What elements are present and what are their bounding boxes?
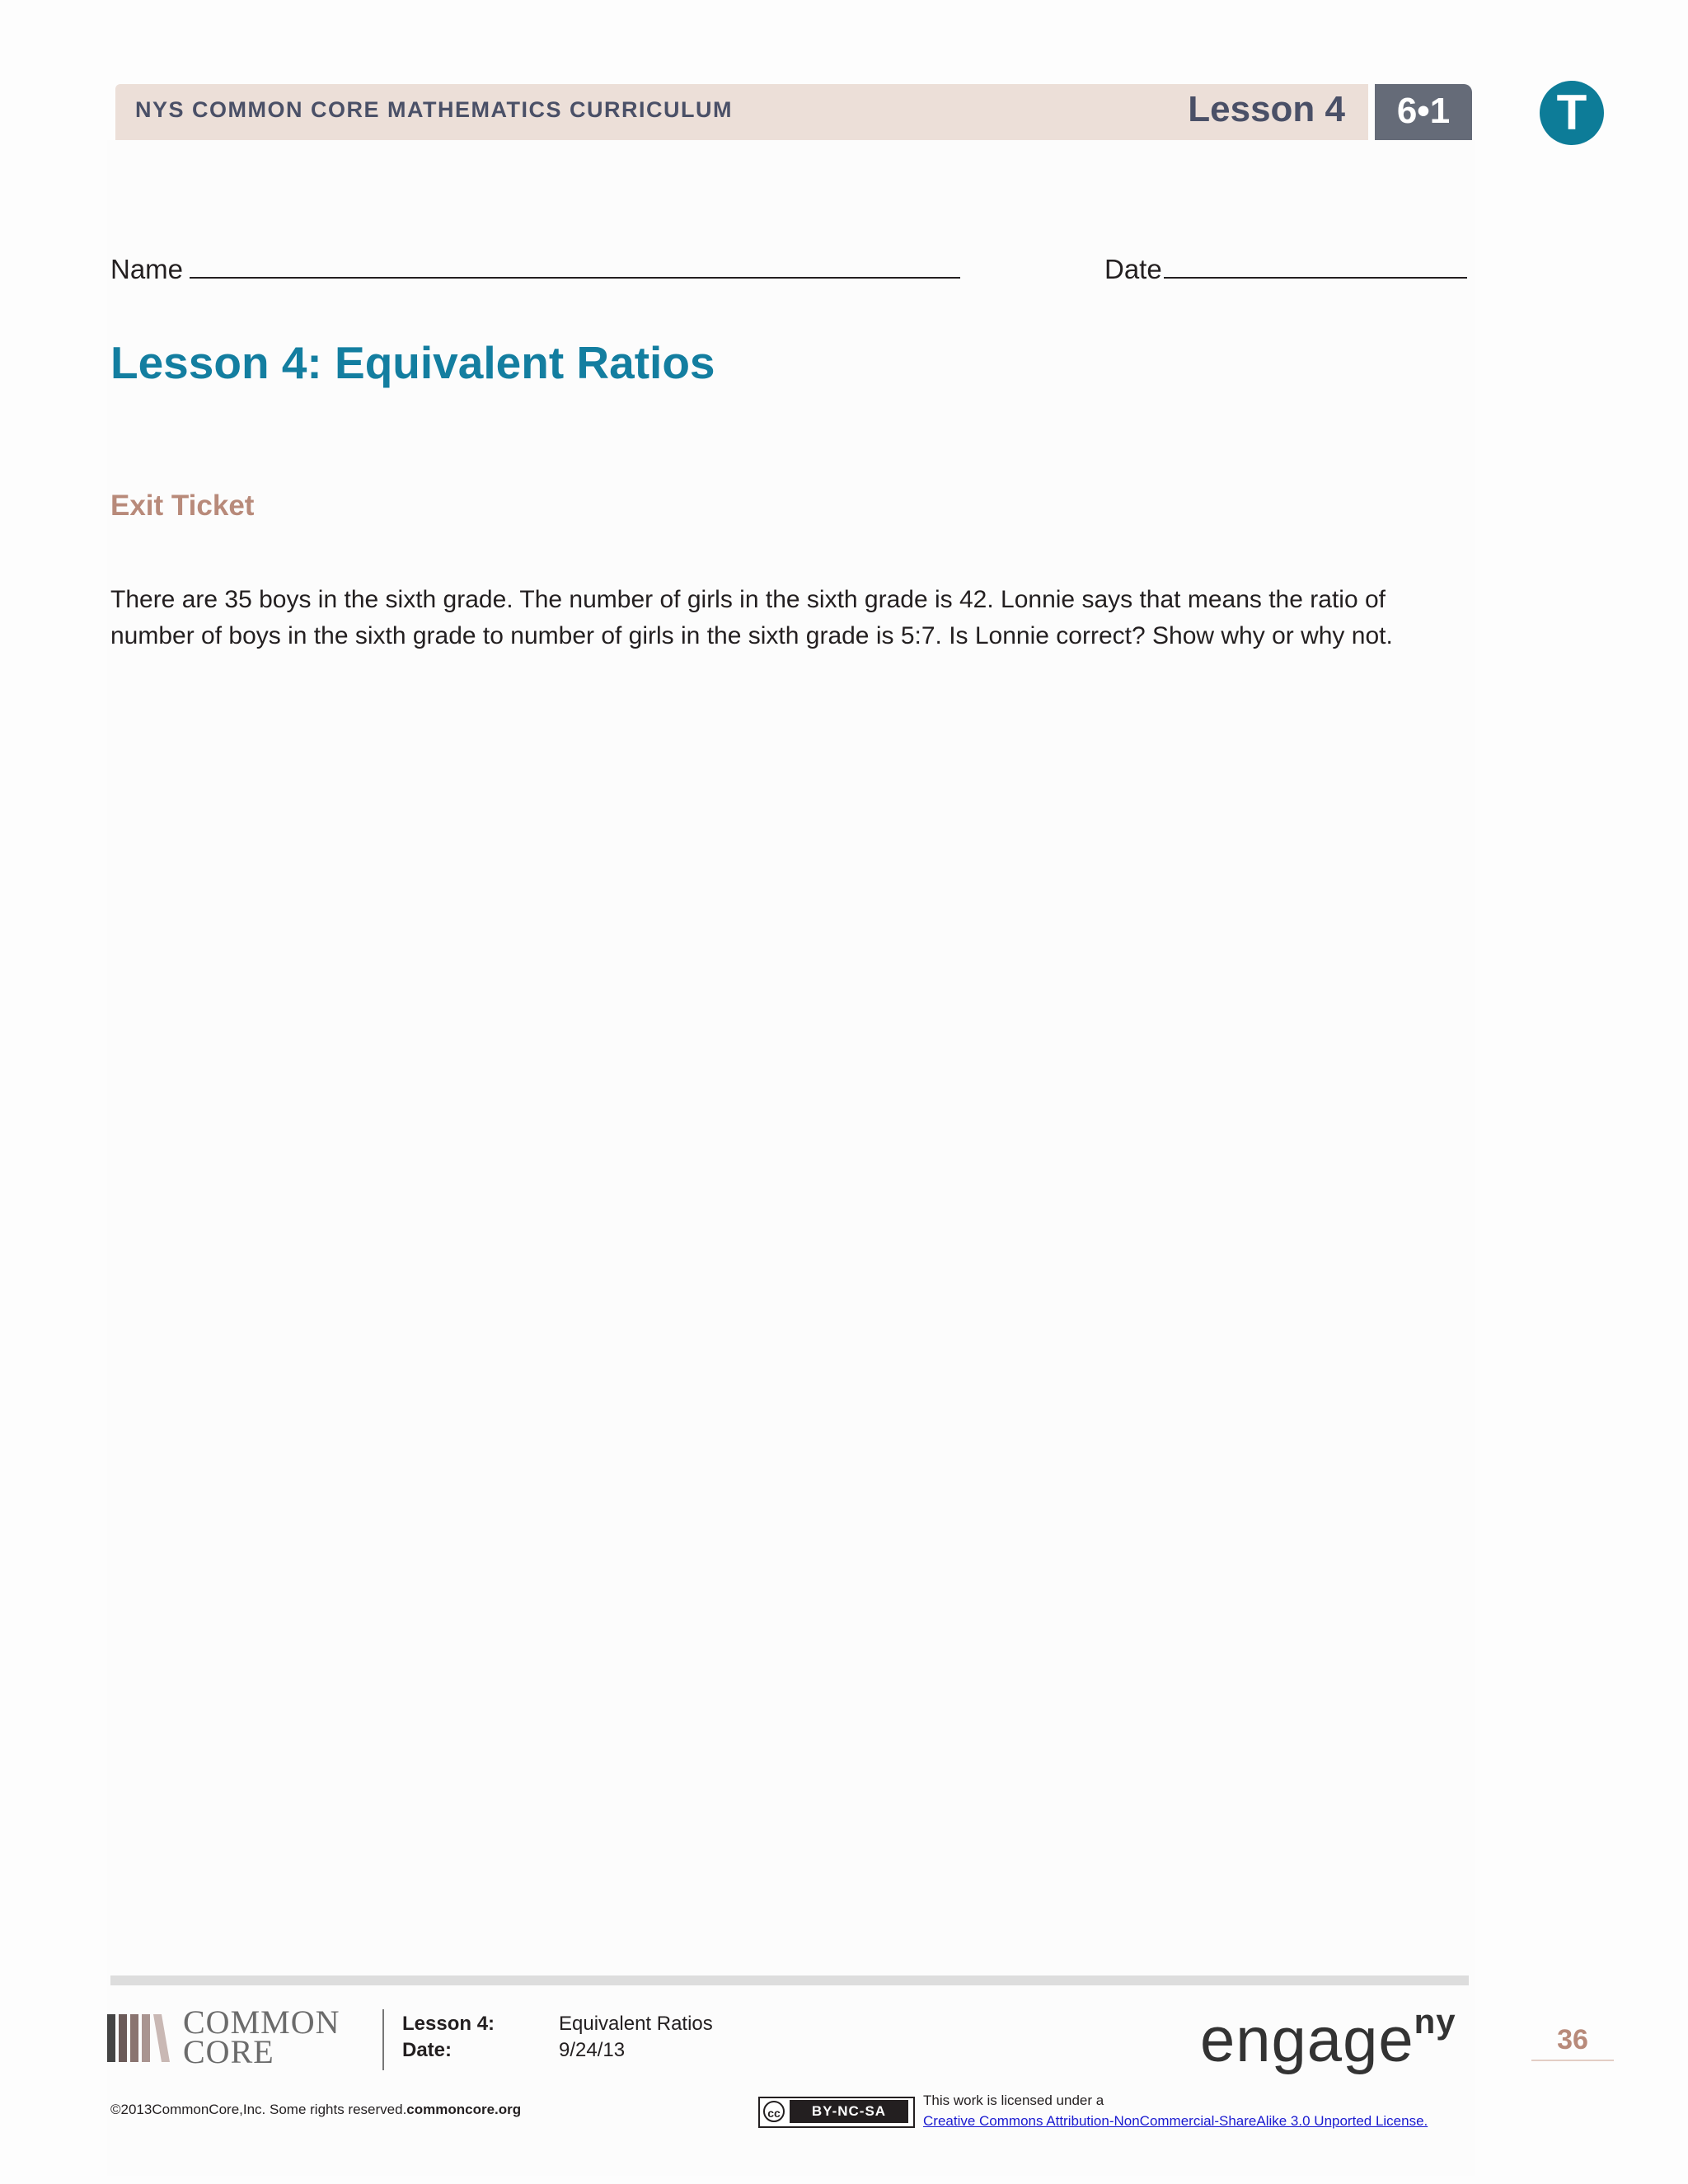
license-line: This work is licensed under a: [923, 2093, 1104, 2108]
problem-line: number of boys in the sixth grade to number of girls in the sixth grade is 5:7. Is Lonnie correct? Show why or why not.: [110, 622, 1393, 649]
cc-badge-label: BY-NC-SA: [790, 2100, 908, 2123]
copyright-prefix: ©2013CommonCore,Inc. Some rights reserved.: [110, 2102, 407, 2117]
copyright-text: [110, 2102, 521, 2118]
footer-lesson-value: Equivalent Ratios: [559, 2013, 713, 2035]
license-link[interactable]: Creative Commons Attribution-NonCommercial-ShareAlike 3.0 Unported License.: [923, 2113, 1428, 2129]
common-core-logo: [107, 2004, 363, 2070]
logo-line: CORE: [183, 2033, 274, 2070]
name-label: Name: [110, 254, 184, 284]
engage-text: engage: [1200, 2005, 1414, 2075]
name-underline: [190, 252, 960, 279]
engageny-logo: [1200, 2001, 1456, 2076]
license-text: [923, 2090, 1428, 2131]
lesson-label: Lesson 4: [1188, 89, 1345, 129]
problem-text: [110, 582, 1462, 654]
problem-line: There are 35 boys in the sixth grade. The number of girls in the sixth grade is 42. Lonnie says that means the ratio of: [110, 586, 1386, 613]
name-field[interactable]: [110, 252, 960, 285]
copyright-site: commoncore.org: [406, 2102, 522, 2117]
teacher-badge-icon: T: [1540, 81, 1604, 145]
lesson-title: Lesson 4: Equivalent Ratios: [110, 337, 715, 388]
section-heading: Exit Ticket: [110, 490, 255, 522]
page-background: [107, 140, 1475, 2176]
date-label: Date: [1104, 254, 1162, 284]
footer-lesson-key: Lesson 4:: [402, 2013, 495, 2035]
footer-date-key: Date:: [402, 2039, 452, 2061]
page-number: 36: [1531, 2024, 1614, 2061]
footer-separator: [382, 2009, 384, 2070]
engage-ny-sup: ny: [1414, 2001, 1456, 2041]
date-underline: [1164, 252, 1467, 279]
curriculum-title: NYS COMMON CORE MATHEMATICS CURRICULUM: [135, 97, 733, 122]
cc-icon: cc: [763, 2101, 785, 2122]
logo-line: COMMON: [183, 2004, 340, 2041]
common-core-wordmark: [183, 2004, 340, 2070]
footer-date-value: 9/24/13: [559, 2039, 626, 2061]
header-band: [115, 84, 1368, 140]
footer-divider: [110, 1975, 1469, 1985]
date-field[interactable]: [1104, 252, 1467, 285]
common-core-bars-icon: [107, 2011, 170, 2065]
footer-lesson-info: [402, 2011, 713, 2064]
grade-module-badge: 6•1: [1375, 84, 1472, 140]
creative-commons-badge: [758, 2097, 915, 2128]
